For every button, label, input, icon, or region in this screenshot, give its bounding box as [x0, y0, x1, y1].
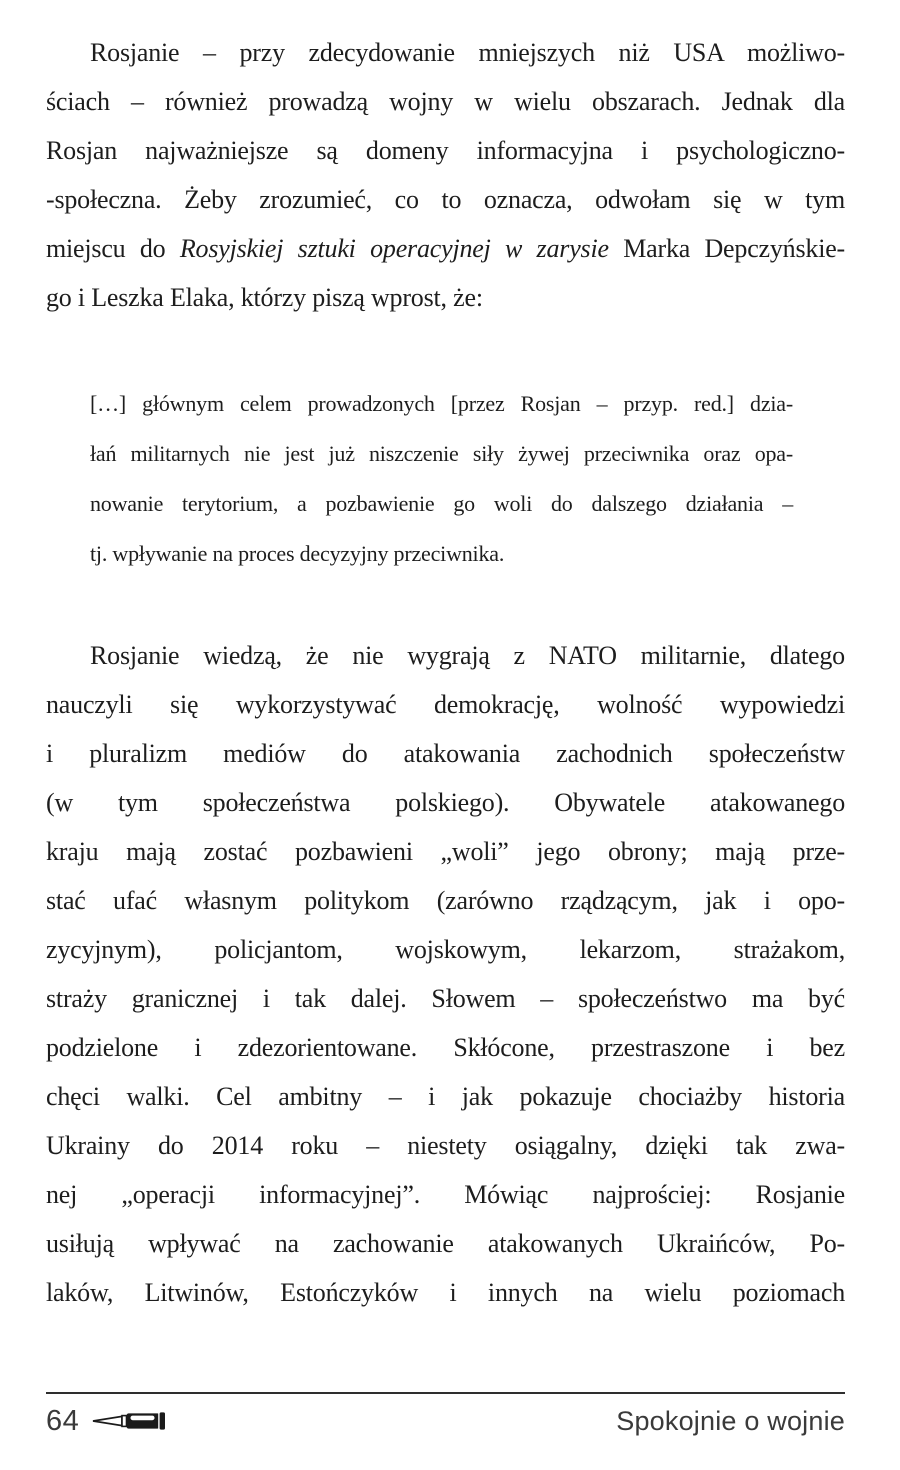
text-segment: ściach – również prowadzą wojny w wielu obszarach. Jednak dla [46, 87, 845, 116]
text-segment: Rosjanie – przy zdecydowanie mniejszych niż USA możliwo- [90, 38, 845, 67]
text-segment: Rosjan najważniejsze są domeny informacyjna i psychologiczno- [46, 136, 845, 165]
text-segment: Ukrainy do 2014 roku – niestety osiągalny, dzięki tak zwa- [46, 1131, 845, 1160]
paragraph-blockquote [90, 379, 793, 579]
page-body [46, 28, 845, 1317]
text-line [46, 77, 845, 126]
text-segment: kraju mają zostać pozbawieni „woli” jego obrony; mają prze- [46, 837, 845, 866]
text-line [46, 1121, 845, 1170]
text-line [90, 429, 793, 479]
text-segment: chęci walki. Cel ambitny – i jak pokazuje chociażby historia [46, 1082, 845, 1111]
text-segment: nauczyli się wykorzystywać demokrację, wolność wypowiedzi [46, 690, 845, 719]
page-number: 64 [46, 1405, 80, 1437]
text-line [90, 479, 793, 529]
text-segment: nej „operacji informacyjnej”. Mówiąc najprościej: Rosjanie [46, 1180, 845, 1209]
text-line [90, 379, 793, 429]
text-segment: go i Leszka Elaka, którzy piszą wprost, że: [46, 283, 483, 312]
text-line [46, 175, 845, 224]
text-segment: Marka Depczyńskie- [608, 234, 846, 263]
footer-rule [46, 1392, 845, 1394]
text-line [46, 974, 845, 1023]
text-segment: laków, Litwinów, Estończyków i innych na wielu poziomach [46, 1278, 845, 1307]
text-segment: -społeczna. Żeby zrozumieć, co to oznacza, odwołam się w tym [46, 185, 845, 214]
text-line [90, 529, 793, 579]
text-line [46, 827, 845, 876]
text-segment: tj. wpływanie na proces decyzyjny przeciwnika. [90, 541, 505, 566]
text-line [46, 126, 845, 175]
paragraph-opening [46, 28, 845, 322]
text-line [46, 1219, 845, 1268]
text-line [46, 1023, 845, 1072]
text-line [46, 1170, 845, 1219]
footer-row [46, 1405, 845, 1437]
paragraph-main [46, 631, 845, 1317]
text-segment: Rosjanie wiedzą, że nie wygrają z NATO militarnie, dlatego [90, 641, 845, 670]
text-segment: straży granicznej i tak dalej. Słowem – społeczeństwo ma być [46, 984, 845, 1013]
text-segment: […] głównym celem prowadzonych [przez Rosjan – przyp. red.] dzia- [90, 391, 793, 416]
text-line [46, 925, 845, 974]
text-line [46, 680, 845, 729]
text-line [46, 729, 845, 778]
text-segment: miejscu do [46, 234, 180, 263]
text-segment: nowanie terytorium, a pozbawienie go woli do dalszego działania – [90, 491, 793, 516]
book-title: Spokojnie o wojnie [616, 1406, 845, 1436]
text-line [46, 876, 845, 925]
text-line [46, 224, 845, 273]
text-line [46, 1268, 845, 1317]
text-line [46, 631, 845, 680]
text-segment: zycyjnym), policjantom, wojskowym, lekarzom, strażakom, [46, 935, 845, 964]
italic-book-title-text: Rosyjskiej sztuki operacyjnej w zarysie [179, 234, 609, 263]
bullet-icon [92, 1411, 166, 1431]
text-segment: łań militarnych nie jest już niszczenie siły żywej przeciwnika oraz opa- [90, 441, 793, 466]
text-line [46, 273, 845, 322]
footer-left [46, 1405, 166, 1437]
text-line [46, 28, 845, 77]
text-segment: i pluralizm mediów do atakowania zachodnich społeczeństw [46, 739, 845, 768]
text-segment: (w tym społeczeństwa polskiego). Obywatele atakowanego [46, 788, 845, 817]
text-line [46, 1072, 845, 1121]
page-footer [46, 1392, 845, 1437]
text-segment: usiłują wpływać na zachowanie atakowanych Ukraińców, Po- [46, 1229, 845, 1258]
text-segment: podzielone i zdezorientowane. Skłócone, przestraszone i bez [46, 1033, 845, 1062]
text-line [46, 778, 845, 827]
text-segment: stać ufać własnym politykom (zarówno rządzącym, jak i opo- [46, 886, 845, 915]
